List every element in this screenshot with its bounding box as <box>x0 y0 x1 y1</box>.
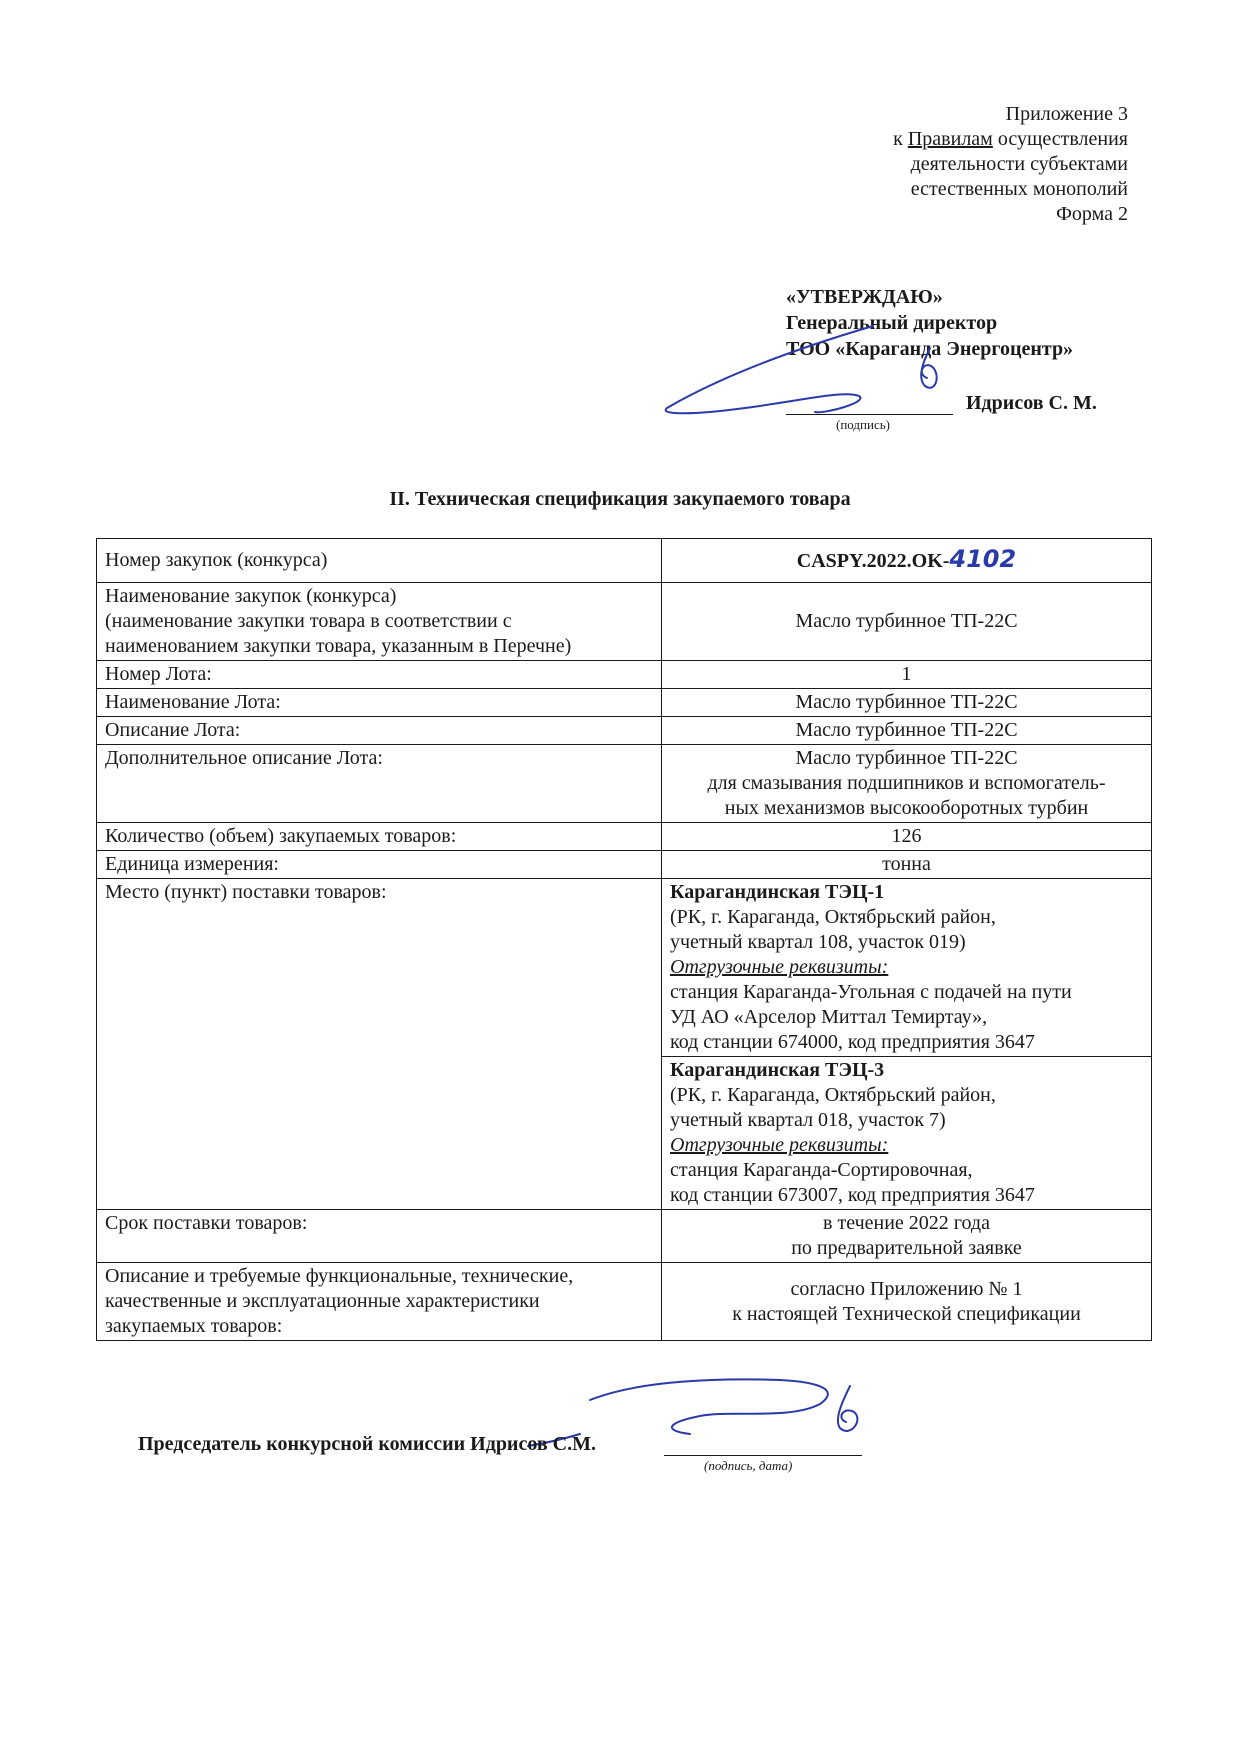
table-value-cell: Масло турбинное ТП-22С <box>662 689 1152 717</box>
table-row <box>97 1210 1152 1263</box>
table-label-cell: Описание Лота: <box>97 717 662 745</box>
shipping-details-label: Отгрузочные реквизиты: <box>670 1134 889 1156</box>
value-line: по предварительной заявке <box>791 1237 1022 1259</box>
location-line: станция Караганда-Угольная с подачей на пути <box>670 981 1072 1003</box>
approval-company: ТОО «Караганда Энергоцентр» <box>786 338 1074 360</box>
table-value-cell <box>662 1263 1152 1341</box>
table-value-cell: 126 <box>662 823 1152 851</box>
delivery-location-1 <box>662 879 1152 1057</box>
table-value-cell: Масло турбинное ТП-22С <box>662 583 1152 661</box>
value-line: к настоящей Технической спецификации <box>732 1302 1081 1325</box>
location-title: Карагандинская ТЭЦ-3 <box>670 1059 885 1081</box>
chairman-signature-caption: (подпись, дата) <box>704 1458 793 1473</box>
table-label-cell: Номер закупок (конкурса) <box>97 539 662 583</box>
label-line: закупаемых товаров: <box>105 1315 283 1337</box>
procurement-number: CASPY.2022.OK- <box>796 550 950 572</box>
annex-suffix: осуществления <box>992 128 1128 150</box>
annex-prefix: к <box>893 128 908 150</box>
table-label-cell: Место (пункт) поставки товаров: <box>97 879 662 1210</box>
label-line: Описание и требуемые функциональные, технические, <box>105 1265 574 1287</box>
table-row <box>97 583 1152 661</box>
table-row <box>97 823 1152 851</box>
chairman-signature-line <box>664 1455 862 1456</box>
table-value-cell: Масло турбинное ТП-22С <box>662 717 1152 745</box>
table-label-cell: Номер Лота: <box>97 661 662 689</box>
table-value-cell <box>662 1210 1152 1263</box>
table-value-cell: 1 <box>662 661 1152 689</box>
table-row <box>97 851 1152 879</box>
annex-line-3: деятельности субъектами <box>910 153 1128 175</box>
table-row <box>97 745 1152 823</box>
approval-signer-name: Идрисов С. М. <box>966 392 1097 414</box>
table-label-cell: Количество (объем) закупаемых товаров: <box>97 823 662 851</box>
approval-position: Генеральный директор <box>786 312 998 334</box>
section-heading: II. Техническая спецификация закупаемого товара <box>389 488 851 510</box>
table-label-cell <box>97 583 662 661</box>
table-row <box>97 1263 1152 1341</box>
annex-line-2 <box>893 127 1128 152</box>
chairman-signature-label: Председатель конкурсной комиссии Идрисов С.М. <box>138 1433 596 1455</box>
value-line: для смазывания подшипников и вспомогатель- <box>707 772 1106 794</box>
annex-block <box>893 102 1128 227</box>
rules-link[interactable]: Правилам <box>907 128 993 150</box>
approval-block <box>786 284 1073 362</box>
location-line: (РК, г. Караганда, Октябрьский район, <box>670 906 996 928</box>
table-row <box>97 879 1152 1057</box>
table-value-cell: тонна <box>662 851 1152 879</box>
annex-form-number: Форма 2 <box>1056 203 1128 225</box>
table-label-cell: Наименование Лота: <box>97 689 662 717</box>
label-line: (наименование закупки товара в соответствии с <box>105 610 512 632</box>
location-line: код станции 674000, код предприятия 3647 <box>670 1031 1035 1053</box>
table-row <box>97 689 1152 717</box>
annex-line-1: Приложение 3 <box>1005 103 1128 125</box>
table-value-cell <box>662 745 1152 823</box>
table-label-cell: Единица измерения: <box>97 851 662 879</box>
table-row <box>97 539 1152 583</box>
handwritten-number: 4102 <box>949 545 1017 573</box>
location-line: УД АО «Арселор Миттал Темиртау», <box>670 1006 988 1028</box>
table-label-cell <box>97 1263 662 1341</box>
label-line: качественные и эксплуатационные характеристики <box>105 1290 540 1312</box>
approval-title: «УТВЕРЖДАЮ» <box>786 286 943 308</box>
table-label-cell: Дополнительное описание Лота: <box>97 745 662 823</box>
location-line: станция Караганда-Сортировочная, <box>670 1159 973 1181</box>
table-row <box>97 661 1152 689</box>
annex-line-4: естественных монополий <box>910 178 1128 200</box>
approval-signature-caption: (подпись) <box>836 417 890 432</box>
location-line: учетный квартал 108, участок 019) <box>670 931 966 953</box>
specification-table <box>96 538 1152 1341</box>
value-line: Масло турбинное ТП-22С <box>795 747 1018 769</box>
procurement-number-cell <box>662 539 1152 583</box>
table-label-cell: Срок поставки товаров: <box>97 1210 662 1263</box>
approval-signature-line <box>786 414 953 415</box>
delivery-location-2 <box>662 1057 1152 1210</box>
value-line: согласно Приложению № 1 <box>790 1277 1023 1300</box>
label-line: Наименование закупок (конкурса) <box>105 585 397 607</box>
location-line: учетный квартал 018, участок 7) <box>670 1109 946 1131</box>
value-line: ных механизмов высокооборотных турбин <box>724 797 1089 819</box>
table-row <box>97 717 1152 745</box>
location-line: код станции 673007, код предприятия 3647 <box>670 1184 1035 1206</box>
shipping-details-label: Отгрузочные реквизиты: <box>670 956 889 978</box>
label-line: наименованием закупки товара, указанным в Перечне) <box>105 635 572 657</box>
location-line: (РК, г. Караганда, Октябрьский район, <box>670 1084 996 1106</box>
value-line: в течение 2022 года <box>823 1212 990 1234</box>
location-title: Карагандинская ТЭЦ-1 <box>670 881 885 903</box>
